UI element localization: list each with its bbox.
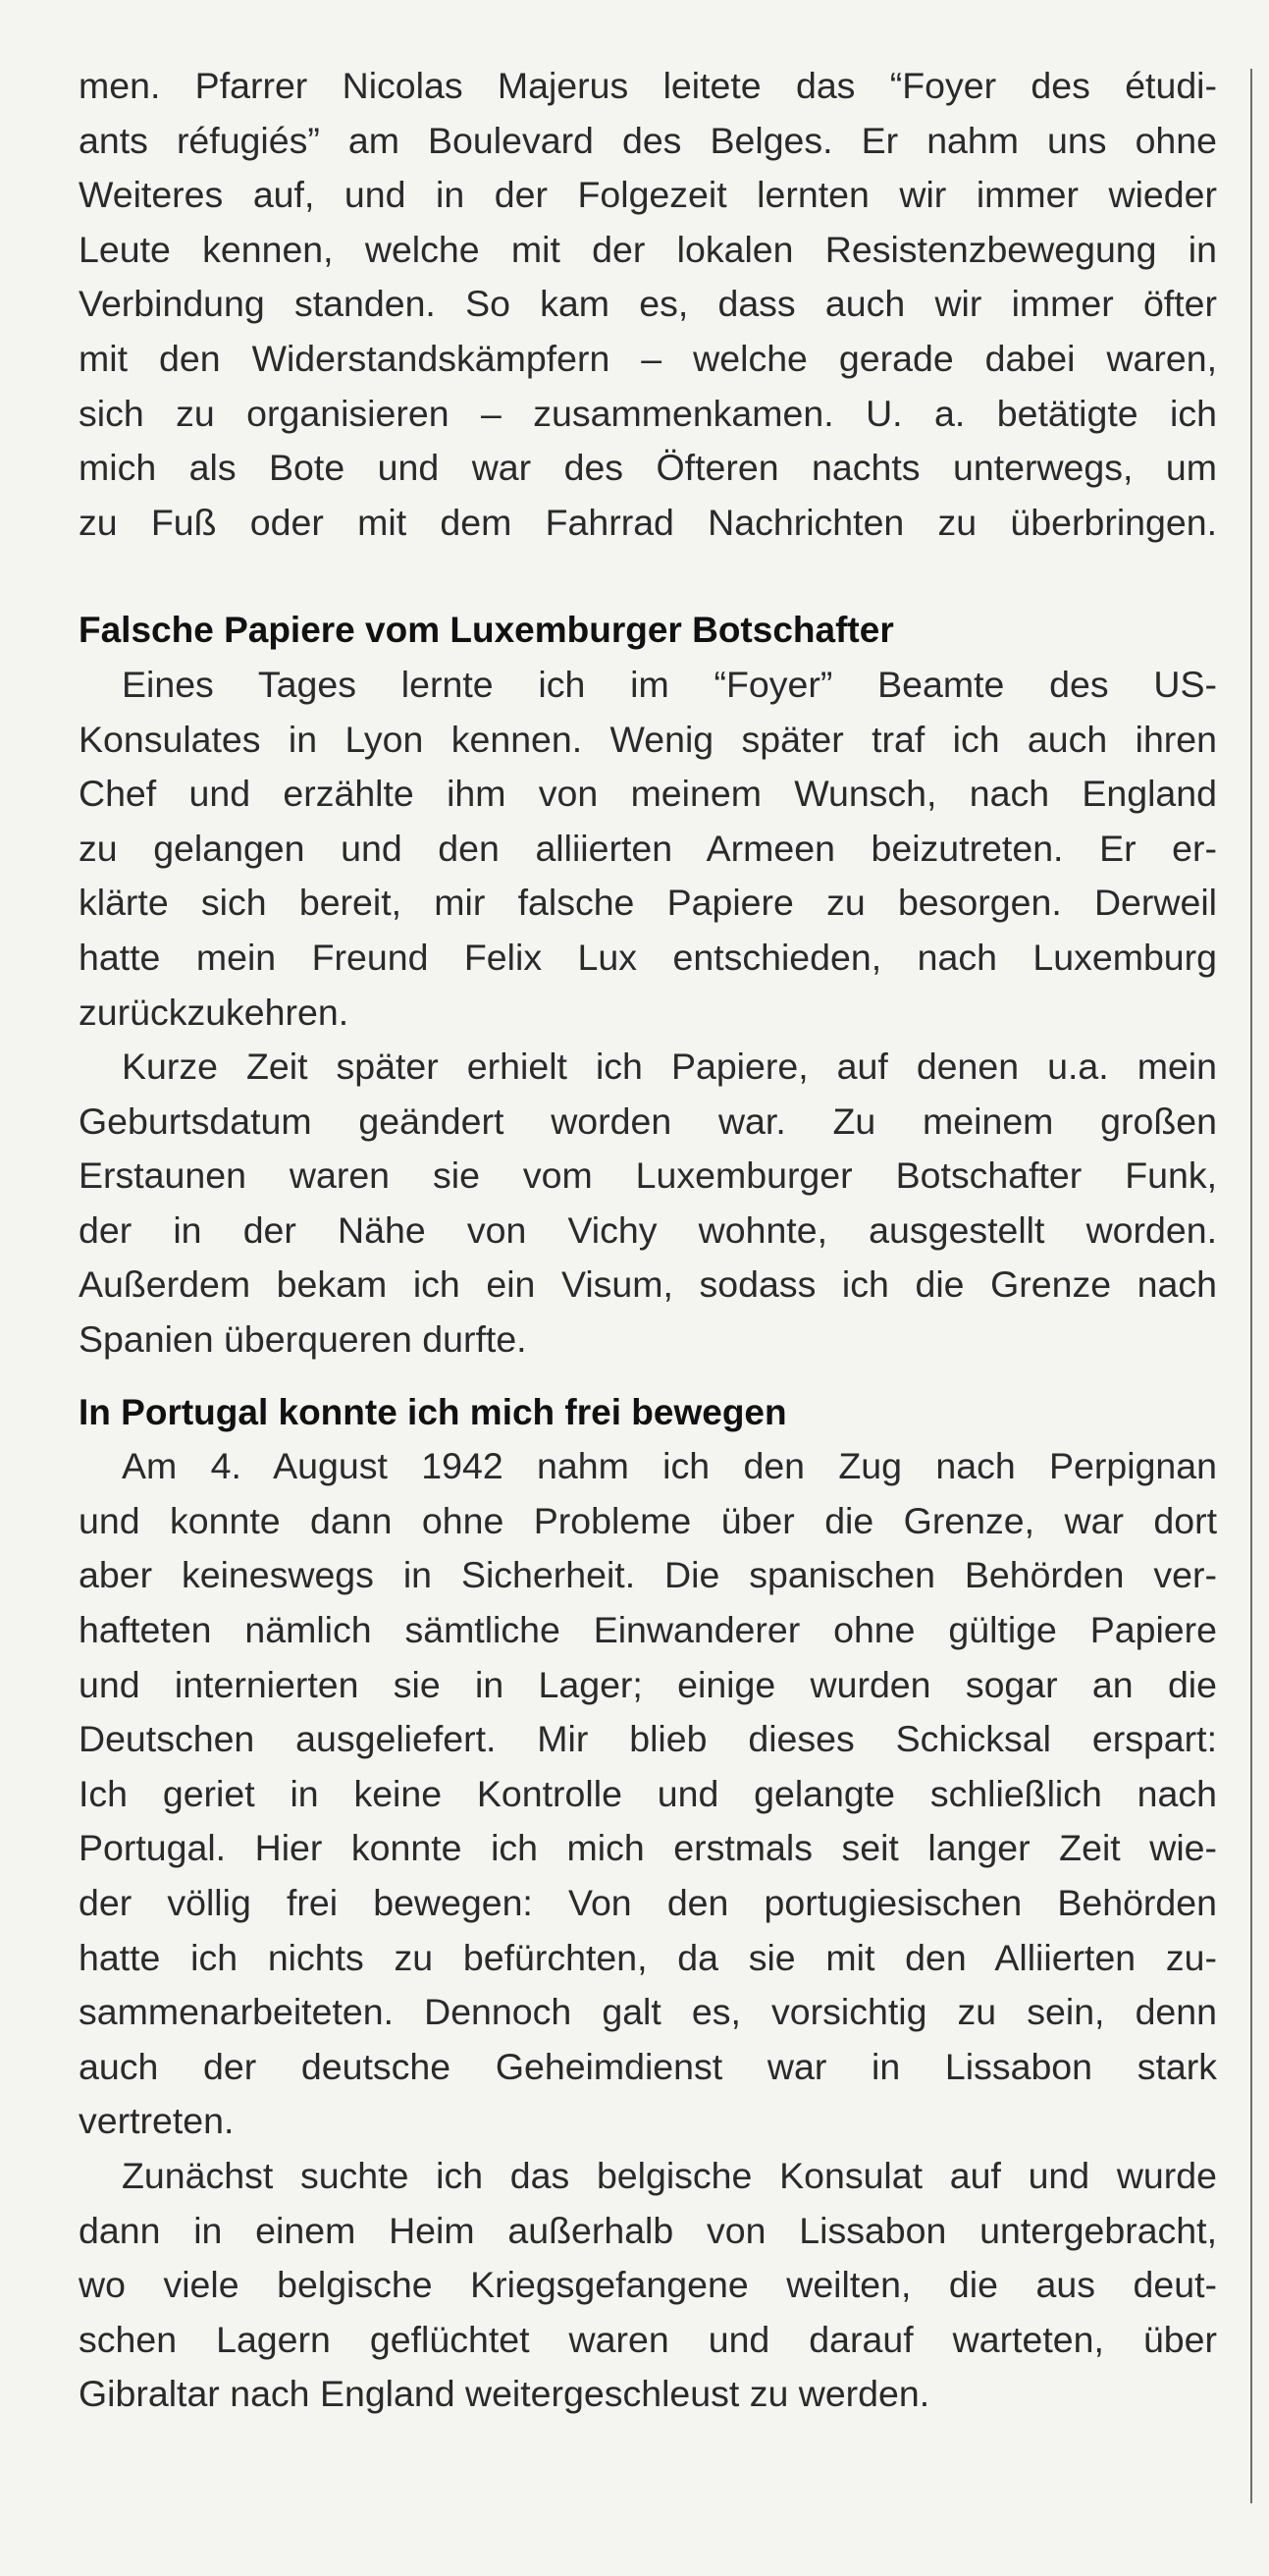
section-heading: In Portugal konnte ich mich frei bewegen [79, 1391, 787, 1432]
text-line: zu gelangen und den alliierten Armeen beizutreten. Er er- [79, 827, 1217, 869]
text-line: Gibraltar nach England weitergeschleust zu werden. [79, 2373, 930, 2415]
section-heading: Falsche Papiere vom Luxemburger Botschafter [79, 610, 894, 651]
margin-rule [1250, 69, 1252, 2503]
text-line: ants réfugiés” am Boulevard des Belges. Er nahm uns ohne [79, 119, 1217, 161]
text-line: sich zu organisieren – zusammenkamen. U. a. betätigte ich [79, 392, 1217, 434]
text-line: Verbindung standen. So kam es, dass auch wir immer öfter [79, 283, 1217, 325]
text-line: Eines Tages lernte ich im “Foyer” Beamte des US- [122, 663, 1217, 705]
text-line: hatte ich nichts zu befürchten, da sie mit den Alliierten zu- [79, 1936, 1217, 1978]
paragraph-intro [79, 59, 1217, 550]
text-line: mit den Widerstandskämpfern – welche gerade dabei waren, [79, 337, 1217, 379]
text-line: schen Lagern geflüchtet waren und darauf warteten, über [79, 2318, 1217, 2360]
text-line: hafteten nämlich sämtliche Einwanderer ohne gültige Papiere [79, 1609, 1217, 1651]
text-line: Zunächst suchte ich das belgische Konsulat auf und wurde [122, 2154, 1217, 2196]
text-line: Am 4. August 1942 nahm ich den Zug nach Perpignan [122, 1445, 1217, 1487]
text-line: der völlig frei bewegen: Von den portugiesischen Behörden [79, 1882, 1217, 1923]
text-line: Weiteres auf, und in der Folgezeit lernten wir immer wieder [79, 174, 1217, 216]
text-line: Spanien überqueren durfte. [79, 1318, 527, 1361]
paragraph [79, 658, 1217, 1040]
text-line: men. Pfarrer Nicolas Majerus leitete das “Foyer des étudi- [79, 65, 1217, 106]
section-gap [79, 550, 1217, 603]
text-line: klärte sich bereit, mir falsche Papiere zu besorgen. Derweil [79, 882, 1217, 924]
section-portugal [79, 1385, 1217, 2422]
text-line: vertreten. [79, 2100, 235, 2142]
text-line: Kurze Zeit später erhielt ich Papiere, auf denen u.a. mein [122, 1046, 1217, 1088]
text-line: dann in einem Heim außerhalb von Lissabon untergebracht, [79, 2209, 1217, 2251]
section-falsche-papiere [79, 603, 1217, 1367]
text-line: zu Fuß oder mit dem Fahrrad Nachrichten zu überbringen. [79, 501, 1217, 543]
text-line: und konnte dann ohne Probleme über die Grenze, war dort [79, 1499, 1217, 1541]
text-line: Portugal. Hier konnte ich mich erstmals seit langer Zeit wie- [79, 1827, 1217, 1869]
text-line: hatte mein Freund Felix Lux entschieden, nach Luxemburg [79, 936, 1217, 978]
text-line: Leute kennen, welche mit der lokalen Resistenzbewegung in [79, 228, 1217, 270]
text-line: Chef und erzählte ihm von meinem Wunsch, nach England [79, 773, 1217, 815]
text-line: aber keineswegs in Sicherheit. Die spanischen Behörden ver- [79, 1554, 1217, 1596]
text-line: mich als Bote und war des Öfteren nachts unterwegs, um [79, 447, 1217, 489]
text-line: und internierten sie in Lager; einige wurden sogar an die [79, 1663, 1217, 1705]
paragraph [79, 2149, 1217, 2422]
text-line: zurückzukehren. [79, 991, 349, 1033]
text-column [79, 59, 1217, 2422]
paragraph [79, 1439, 1217, 2149]
text-line: auch der deutsche Geheimdienst war in Lissabon stark [79, 2045, 1217, 2087]
text-line: Deutschen ausgeliefert. Mir blieb dieses Schicksal erspart: [79, 1718, 1217, 1760]
text-line: Konsulates in Lyon kennen. Wenig später traf ich auch ihren [79, 718, 1217, 760]
text-line: Geburtsdatum geändert worden war. Zu meinem großen [79, 1100, 1217, 1142]
paragraph [79, 1040, 1217, 1368]
text-line: sammenarbeiteten. Dennoch galt es, vorsichtig zu sein, denn [79, 1991, 1217, 2033]
text-line: wo viele belgische Kriegsgefangene weilten, die aus deut- [79, 2264, 1217, 2306]
text-line: Erstaunen waren sie vom Luxemburger Botschafter Funk, [79, 1154, 1217, 1197]
text-line: Ich geriet in keine Kontrolle und gelangte schließlich nach [79, 1772, 1217, 1814]
text-line: der in der Nähe von Vichy wohnte, ausgestellt worden. [79, 1208, 1217, 1251]
section-gap [79, 1368, 1217, 1385]
text-line: Außerdem bekam ich ein Visum, sodass ich die Grenze nach [79, 1263, 1217, 1306]
